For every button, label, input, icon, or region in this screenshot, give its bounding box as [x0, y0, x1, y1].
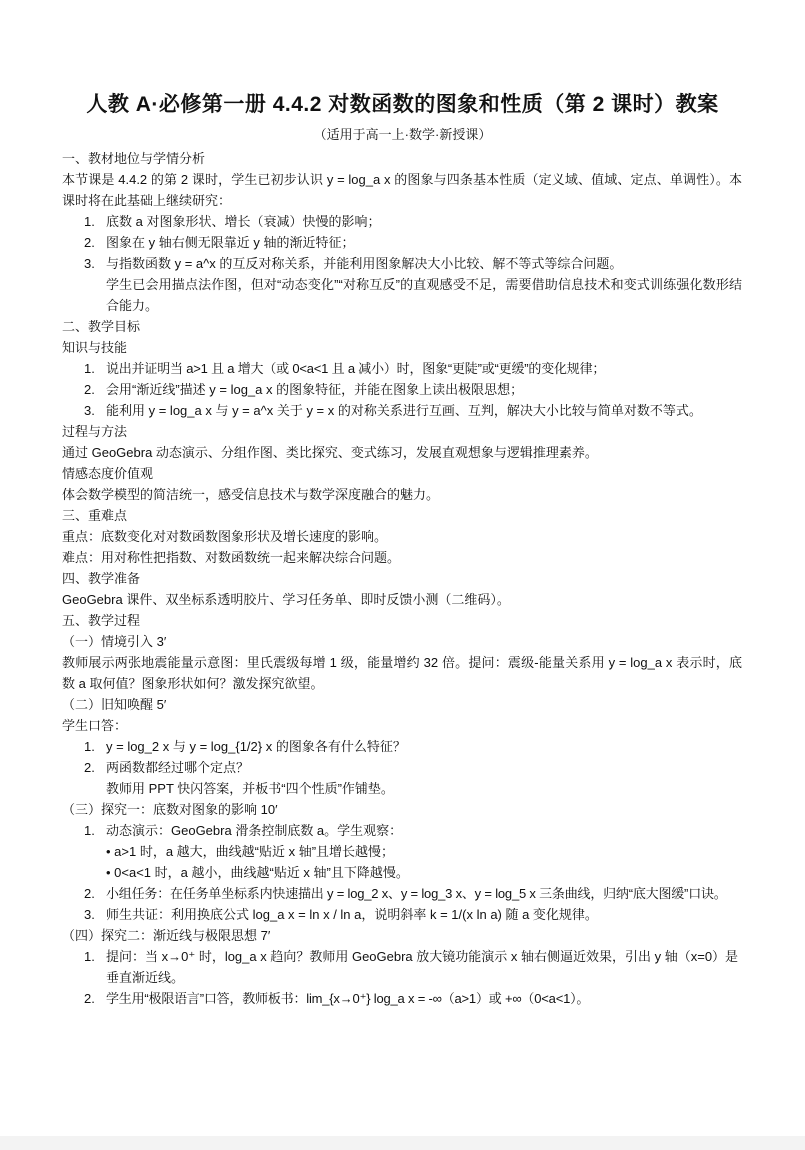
list-number: 1. [84, 949, 95, 964]
list-text: 师生共证：利用换底公式 log_a x = ln x / ln a，说明斜率 k = 1/(x ln a) 随 a 变化规律。 [106, 907, 598, 922]
paragraph: 通过 GeoGebra 动态演示、分组作图、类比探究、变式练习，发展直观想象与逻辑推理素养。 [62, 445, 598, 460]
list-item [62, 379, 742, 400]
list-number: 2. [84, 382, 95, 397]
paragraph: 本节课是 4.4.2 的第 2 课时，学生已初步认识 y = log_a x 的图象与四条基本性质（定义域、值域、定点、单调性）。本课时将在此基础上继续研究： [62, 172, 742, 208]
subsection-heading: 情感态度价值观 [62, 466, 154, 481]
list-number: 1. [84, 214, 95, 229]
list-text: 小组任务：在任务单坐标系内快速描出 y = log_2 x、y = log_3 x、y = log_5 x 三条曲线，归纳“底大图缓”口诀。 [106, 886, 727, 901]
list-item [62, 358, 742, 379]
list-number: 3. [84, 403, 95, 418]
paragraph: 学生已会用描点法作图，但对“动态变化”“对称互反”的直观感受不足，需要借助信息技术和变式训练强化数形结合能力。 [106, 277, 742, 313]
list-text: 图象在 y 轴右侧无限靠近 y 轴的渐近特征； [106, 235, 355, 250]
paragraph: 体会数学模型的简洁统一，感受信息技术与数学深度融合的魅力。 [62, 487, 440, 502]
list-text: 能利用 y = log_a x 与 y = a^x 关于 y = x 的对称关系进行互画、互判，解决大小比较与简单对数不等式。 [106, 403, 702, 418]
list-number: 3. [84, 907, 95, 922]
list-item [62, 757, 742, 778]
list-text: 说出并证明当 a>1 且 a 增大（或 0<a<1 且 a 减小）时，图象“更陡”或“更缓”的变化规律； [106, 361, 606, 376]
list-number: 3. [84, 256, 95, 271]
list-text: 动态演示：GeoGebra 滑条控制底数 a。学生观察： [106, 823, 403, 838]
list-number: 2. [84, 760, 95, 775]
list-number: 2. [84, 235, 95, 250]
document-title: 人教 A·必修第一册 4.4.2 对数函数的图象和性质（第 2 课时）教案 [86, 93, 719, 116]
part-heading: （一）情境引入 3′ [62, 634, 167, 649]
section-heading: 一、教材地位与学情分析 [62, 151, 206, 166]
section-heading: 五、教学过程 [62, 613, 141, 628]
list-item [62, 820, 742, 841]
paragraph: 重点：底数变化对对数函数图象形状及增长速度的影响。 [62, 529, 388, 544]
list-number: 2. [84, 991, 95, 1006]
list-number: 2. [84, 886, 95, 901]
section-heading: 二、教学目标 [62, 319, 141, 334]
subsection-heading: 知识与技能 [62, 340, 128, 355]
part-heading: （三）探究一：底数对图象的影响 10′ [62, 802, 278, 817]
list-text: 提问：当 x→0⁺ 时，log_a x 趋向？教师用 GeoGebra 放大镜功能演示 x 轴右侧逼近效果，引出 y 轴（x=0）是垂直渐近线。 [106, 949, 739, 985]
list-item [62, 232, 742, 253]
list-item [62, 400, 742, 421]
list-number: 1. [84, 739, 95, 754]
document-subtitle: （适用于高一上·数学·新授课） [313, 127, 492, 142]
list-item [62, 946, 742, 988]
list-item [62, 904, 742, 925]
list-item [62, 883, 742, 904]
list-text: 与指数函数 y = a^x 的互反对称关系，并能利用图象解决大小比较、解不等式等综合问题。 [106, 256, 623, 271]
paragraph: 学生口答： [62, 718, 128, 733]
section-heading: 四、教学准备 [62, 571, 141, 586]
list-item [62, 736, 742, 757]
paragraph: GeoGebra 课件、双坐标系透明胶片、学习任务单、即时反馈小测（二维码）。 [62, 592, 510, 607]
list-number: 1. [84, 361, 95, 376]
list-text: y = log_2 x 与 y = log_{1/2} x 的图象各有什么特征？ [106, 739, 406, 754]
list-item [62, 253, 742, 274]
document-body [62, 148, 742, 1009]
bullet-item: • 0<a<1 时，a 越小，曲线越“贴近 x 轴”且下降越慢。 [106, 865, 409, 880]
paragraph: 难点：用对称性把指数、对数函数统一起来解决综合问题。 [62, 550, 401, 565]
list-text: 会用“渐近线”描述 y = log_a x 的图象特征，并能在图象上读出极限思想； [106, 382, 524, 397]
paragraph: 教师用 PPT 快闪答案，并板书“四个性质”作铺垫。 [106, 781, 394, 796]
list-text: 学生用“极限语言”口答，教师板书：lim_{x→0⁺} log_a x = -∞（a>1）或 +∞（0<a<1）。 [106, 991, 590, 1006]
list-text: 两函数都经过哪个定点？ [106, 760, 250, 775]
part-heading: （二）旧知唤醒 5′ [62, 697, 167, 712]
bullet-item: • a>1 时，a 越大，曲线越“贴近 x 轴”且增长越慢； [106, 844, 395, 859]
section-heading: 三、重难点 [62, 508, 128, 523]
list-text: 底数 a 对图象形状、增长（衰减）快慢的影响； [106, 214, 381, 229]
list-number: 1. [84, 823, 95, 838]
part-heading: （四）探究二：渐近线与极限思想 7′ [62, 928, 271, 943]
subsection-heading: 过程与方法 [62, 424, 128, 439]
list-item [62, 988, 742, 1009]
list-item [62, 211, 742, 232]
paragraph: 教师展示两张地震能量示意图：里氏震级每增 1 级，能量增约 32 倍。提问：震级-能量关系用 y = log_a x 表示时，底数 a 取何值？图象形状如何？激发探究欲望。 [62, 655, 742, 691]
